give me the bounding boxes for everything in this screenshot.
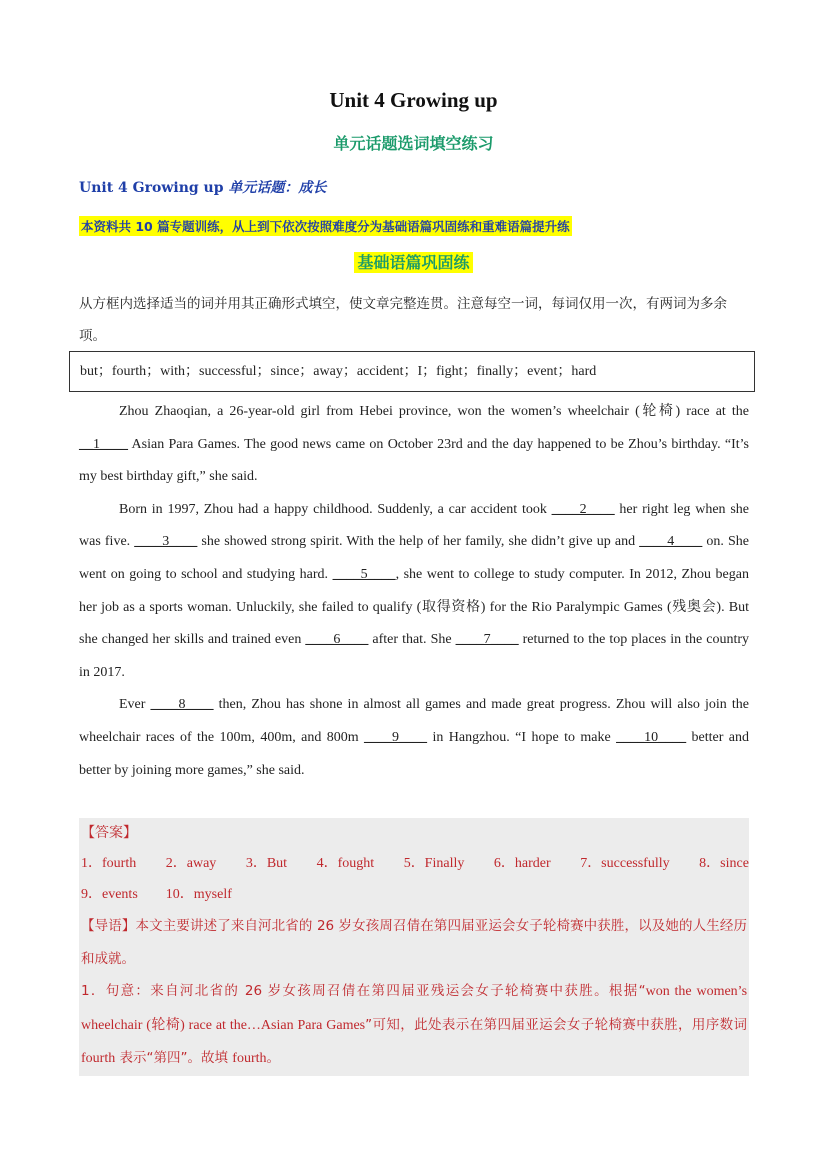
text-run: fourth bbox=[81, 1051, 116, 1066]
text-run: then, Zhou has shone in almost all games and made great progress. Zhou will also join the wheelchair races of the 100m, 400m, and 800m bbox=[79, 697, 750, 745]
text-run: , she went to college to study computer. In 2012, Zhou began her job as a sports woman. Unluckily, she failed to qualify (取得资格) for the Rio Paralympic Games (残奥会). But she changed her skills and trained even bbox=[79, 566, 749, 648]
text-run: returned to the top places in the country in 2017. bbox=[79, 632, 750, 680]
passage-paragraph-1 bbox=[79, 396, 749, 494]
text-run: 表示“第四”。故填 bbox=[115, 1050, 233, 1066]
answer-item: 6．harder bbox=[493, 856, 551, 871]
answer-panel bbox=[79, 818, 749, 1076]
blank-8: ____8____ bbox=[150, 697, 214, 713]
blank-5: ____5____ bbox=[332, 566, 396, 582]
answer-item: 10．myself bbox=[165, 887, 232, 902]
highlight-notice: 本资料共 10 篇专题训练，从上到下依次按照难度分为基础语篇巩固练和重难语篇提升练 bbox=[79, 216, 572, 236]
answer-item: 4．fought bbox=[316, 856, 375, 871]
text-run: Zhou Zhaoqian, a 26-year-old girl from Hebei province, won the women’s wheelchair (轮椅) race at the bbox=[119, 404, 749, 419]
guide-body: 本文主要讲述了来自河北省的 26 岁女孩周召倩在第四届亚运会女子轮椅赛中获胜，以及她的人生经历和成就。 bbox=[81, 918, 748, 967]
answer-item: 9．events bbox=[81, 887, 138, 902]
guide-text bbox=[81, 910, 747, 975]
unit-topic bbox=[79, 177, 326, 197]
blank-10: ____10____ bbox=[616, 729, 687, 745]
blank-9: ____9____ bbox=[364, 729, 428, 745]
answer-row-1 bbox=[81, 847, 749, 880]
text-run: after that. She bbox=[368, 632, 456, 648]
passage-paragraph-2 bbox=[79, 494, 749, 690]
text-run: fourth bbox=[232, 1051, 267, 1066]
text-run: 1．句意：来自河北省的 26 岁女孩周召倩在第四届亚残运会女子轮椅赛中获胜。根据“ bbox=[81, 983, 646, 999]
text-run: won the women’s wheelchair (轮椅) race at the…Asian Para Games bbox=[81, 984, 748, 1033]
page-subtitle: 单元话题选词填空练习 bbox=[333, 134, 494, 153]
text-run: Ever bbox=[119, 697, 151, 713]
text-run: on. She went on going to school and studying hard. bbox=[79, 534, 749, 582]
answer-row-2 bbox=[81, 880, 747, 910]
explanation-1 bbox=[81, 975, 747, 1076]
blank-3: ____3____ bbox=[134, 534, 198, 550]
answer-item: 8．since bbox=[699, 856, 749, 871]
instructions: 从方框内选择适当的词并用其正确形式填空，使文章完整连贯。注意每空一词，每词仅用一次，有两词为多余项。 bbox=[79, 296, 727, 344]
passage-paragraph-3 bbox=[79, 689, 749, 787]
section-heading bbox=[0, 250, 827, 273]
text-run: Asian Para Games. The good news came on October 23rd and the day happened to be Zhou’s birthday. “It’s my best birthday gift,” she said. bbox=[79, 436, 749, 485]
answer-item: 7．successfully bbox=[580, 856, 670, 871]
answer-item: 5．Finally bbox=[403, 856, 465, 871]
answer-item: 3．But bbox=[245, 856, 288, 871]
passage bbox=[79, 396, 749, 787]
blank-4: ____4____ bbox=[639, 534, 703, 550]
answer-item: 2．away bbox=[165, 856, 217, 871]
text-run: she showed strong spirit. With the help of her family, she didn’t give up and bbox=[197, 534, 640, 550]
blank-7: ____7____ bbox=[455, 632, 519, 648]
section-heading-text: 基础语篇巩固练 bbox=[354, 252, 472, 273]
text-run: 。 bbox=[266, 1050, 281, 1066]
word-box: but；fourth；with；successful；since；away；accident；I；fight；finally；event；hard bbox=[69, 351, 755, 392]
blank-2: ____2____ bbox=[551, 501, 615, 517]
text-run: Born in 1997, Zhou had a happy childhood. Suddenly, a car accident took bbox=[119, 501, 552, 517]
blank-1: __1____ bbox=[79, 436, 128, 452]
text-run: in Hangzhou. “I hope to make bbox=[427, 729, 617, 745]
topic-label: 单元话题：成长 bbox=[228, 180, 327, 196]
answer-item: 1．fourth bbox=[81, 856, 137, 871]
page-title: Unit 4 Growing up bbox=[329, 88, 498, 112]
text-run: her right leg when she was five. bbox=[79, 501, 749, 550]
text-run: better and better by joining more games,” she said. bbox=[79, 729, 749, 778]
answer-heading: 【答案】 bbox=[81, 825, 137, 841]
unit-name: Unit 4 Growing up bbox=[79, 180, 229, 196]
blank-6: ____6____ bbox=[305, 632, 369, 648]
guide-label: 【导语】 bbox=[81, 918, 136, 934]
text-run: ”可知，此处表示在第四届亚运会女子轮椅赛中获胜，用序数词 bbox=[365, 1016, 748, 1033]
